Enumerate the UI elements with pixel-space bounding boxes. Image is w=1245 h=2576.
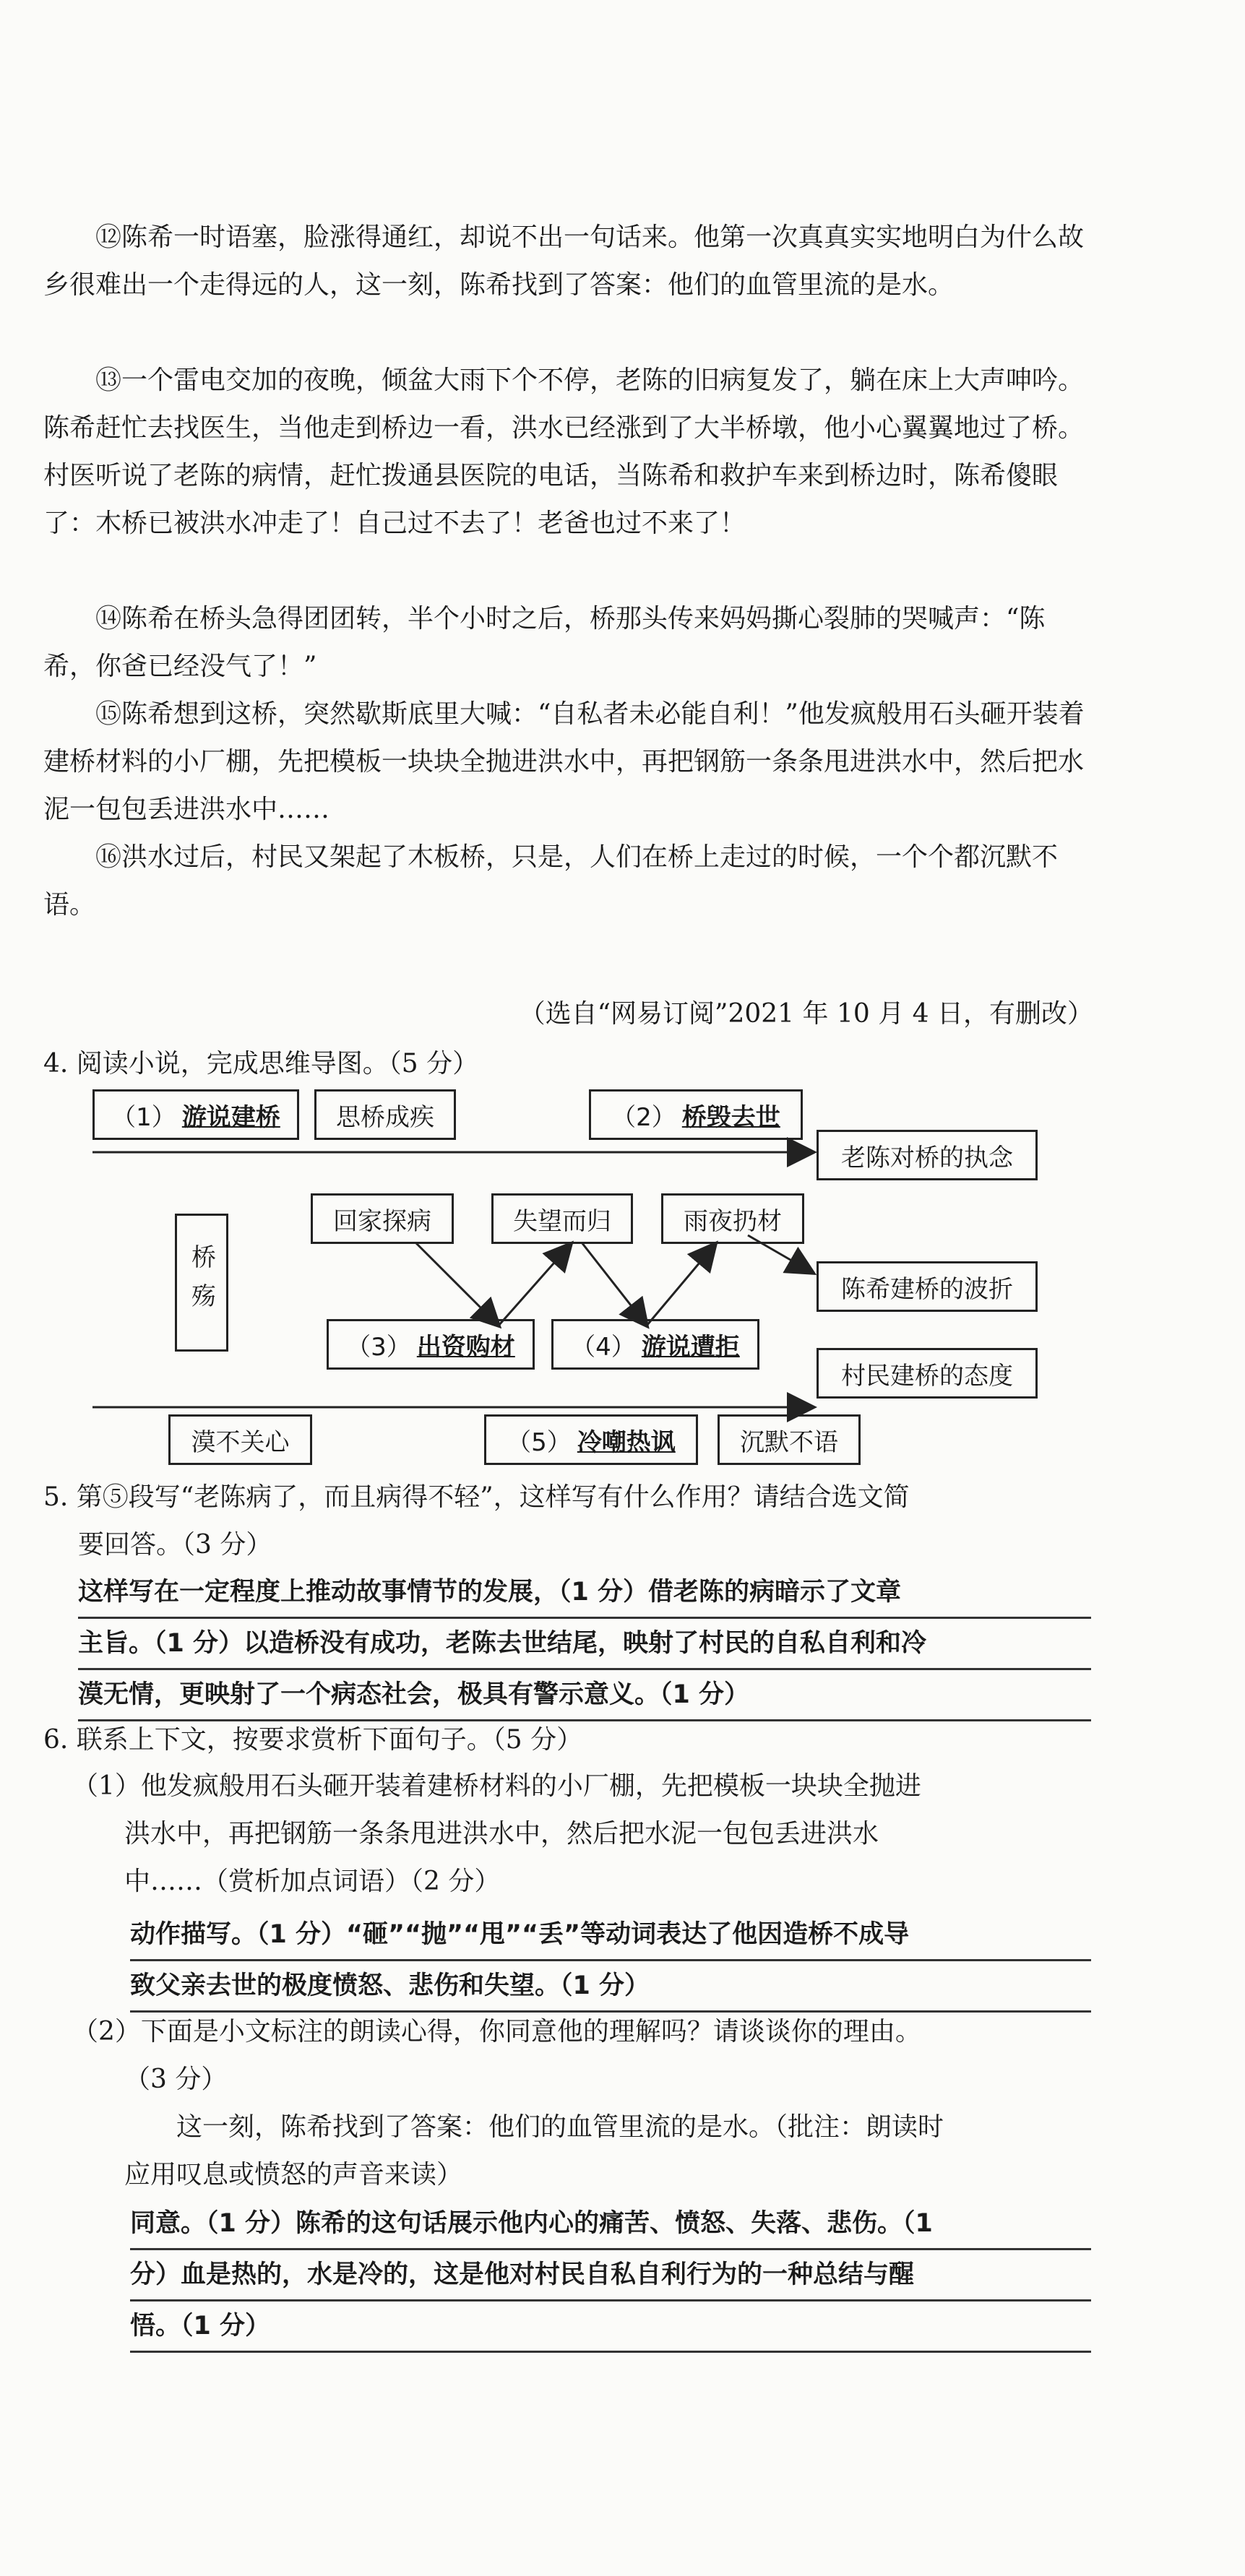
prompt-line: 洪水中，再把钢筋一条条甩进洪水中，然后把水泥一包包丢进洪水 [124,1819,879,1849]
prompt-line: 中……（赏析加点词语）（2 分） [124,1867,501,1896]
mindmap-bottom-3: 沉默不语 [718,1414,861,1465]
prompt-line: 要回答。（3 分） [78,1530,272,1560]
mindmap-blank-3 [327,1319,535,1370]
arrow-low2-mid3 [647,1244,715,1326]
question-6-2 [43,2008,1091,2104]
blank-answer: 出资购材 [416,1332,515,1362]
paragraph-14: ⑭陈希在桥头急得团团转，半个小时之后，桥那头传来妈妈撕心裂肺的哭喊声：“陈希，你爸已经没气了！” [43,604,1046,681]
answer-line: 同意。（1 分）陈希的这句话展示他内心的痛苦、愤怒、失落、悲伤。（1 [130,2199,1091,2250]
mindmap-bottom-1: 漠不关心 [168,1414,312,1465]
answer-line: 动作描写。（1 分）“砸”“抛”“甩”“丢”等动词表达了他因造桥不成导 [130,1910,1091,1961]
blank-label: （2） [611,1102,676,1132]
question-6-1 [43,1763,1091,1906]
mindmap-blank-4 [551,1319,759,1370]
blank-answer: 桥毁去世 [681,1102,780,1132]
prompt-line: 5. 第⑤段写“老陈病了，而且病得不轻”，这样写有什么作用？请结合选文简 [43,1482,910,1512]
mindmap-target-1: 老陈对桥的执念 [817,1130,1038,1180]
arrow-mid1-low1 [415,1242,499,1326]
blank-answer: 游说建桥 [181,1102,280,1132]
question-6-prompt: 6. 联系上下文，按要求赏析下面句子。（5 分） [43,1725,583,1755]
answer-line: 这样写在一定程度上推动故事情节的发展，（1 分）借老陈的病暗示了文章 [78,1568,1091,1619]
blank-label: （3） [346,1332,411,1362]
answer-line: 分）血是热的，水是冷的，这是他对村民自私自利行为的一种总结与醒 [130,2250,1091,2301]
quote-line: 应用叹息或愤怒的声音来读） [124,2160,463,2190]
prompt-line: （1）他发疯般用石头砸开装着建桥材料的小厂棚，先把模板一块块全抛进 [72,1771,921,1801]
blank-answer: 冷嘲热讽 [577,1427,676,1457]
prompt-line: （3 分） [124,2065,228,2094]
question-4-prompt: 4. 阅读小说，完成思维导图。（5 分） [43,1049,479,1079]
paragraph-15: ⑮陈希想到这桥，突然歇斯底里大喊：“自私者未必能自利！”他发疯般用石头砸开装着建桥材料的小厂棚，先把模板一块块全抛进洪水中，再把钢筋一条条甩进洪水中，然后把水泥一包包丢进洪水中…… [43,699,1085,824]
mindmap-mid-3: 雨夜扔材 [661,1193,804,1244]
mindmap-center [175,1214,228,1352]
paragraph-12: ⑫陈希一时语塞，脸涨得通红，却说不出一句话来。他第一次真真实实地明白为什么故乡很难出一个走得远的人，这一刻，陈希找到了答案：他们的血管里流的是水。 [43,222,1085,300]
blank-label: （1） [111,1102,176,1132]
question-5-prompt [43,1474,1091,1569]
center-label: 桥殇 [186,1243,216,1322]
mindmap-blank-1 [92,1089,299,1140]
paragraph-16: ⑯洪水过后，村民又架起了木板桥，只是，人们在桥上走过的时候，一个个都沉默不语。 [43,842,1059,920]
answer-line: 漠无情，更映射了一个病态社会，极具有警示意义。（1 分） [78,1670,1091,1721]
paragraph-13: ⑬一个雷电交加的夜晚，倾盆大雨下个不停，老陈的旧病复发了，躺在床上大声呻吟。陈希赶忙去找医生，当他走到桥边一看，洪水已经涨到了大半桥墩，他小心翼翼地过了桥。村医听说了老陈的病情，赶忙拨通县医院的电话，当陈希和救护车来到桥边时，陈希傻眼了：木桥已被洪水冲走了！自己过不去了！老爸也过不来了！ [43,366,1085,538]
prompt-line: （2）下面是小文标注的朗读心得，你同意他的理解吗？请谈谈你的理由。 [72,2017,921,2046]
quote-line: 这一刻，陈希找到了答案：他们的血管里流的是水。（批注：朗读时 [176,2112,944,2142]
blank-label: （4） [571,1332,636,1362]
mindmap-blank-5 [484,1414,698,1465]
mindmap-mid-2: 失望而归 [491,1193,633,1244]
mindmap-blank-2 [589,1089,803,1140]
mindmap-box-2: 思桥成疾 [314,1089,456,1140]
blank-label: （5） [507,1427,572,1457]
answer-line: 悟。（1 分） [130,2301,1091,2353]
arrow-low1-mid2 [499,1244,571,1326]
answer-line: 致父亲去世的极度愤怒、悲伤和失望。（1 分） [130,1961,1091,2013]
mindmap-mid-1: 回家探病 [311,1193,454,1244]
arrow-mid2-low2 [582,1242,647,1326]
mindmap-target-2: 陈希建桥的波折 [817,1261,1038,1312]
answer-6-1 [130,1910,1091,2013]
question-6-2-quote [43,2104,1091,2199]
blank-answer: 游说遭拒 [641,1332,740,1362]
source-citation: （选自“网易订阅”2021 年 10 月 4 日，有删改） [519,999,1093,1029]
answer-5 [78,1568,1091,1721]
mindmap-target-3: 村民建桥的态度 [817,1348,1038,1399]
answer-6-2 [130,2199,1091,2353]
answer-line: 主旨。（1 分）以造桥没有成功，老陈去世结尾，映射了村民的自私自利和冷 [78,1619,1091,1670]
